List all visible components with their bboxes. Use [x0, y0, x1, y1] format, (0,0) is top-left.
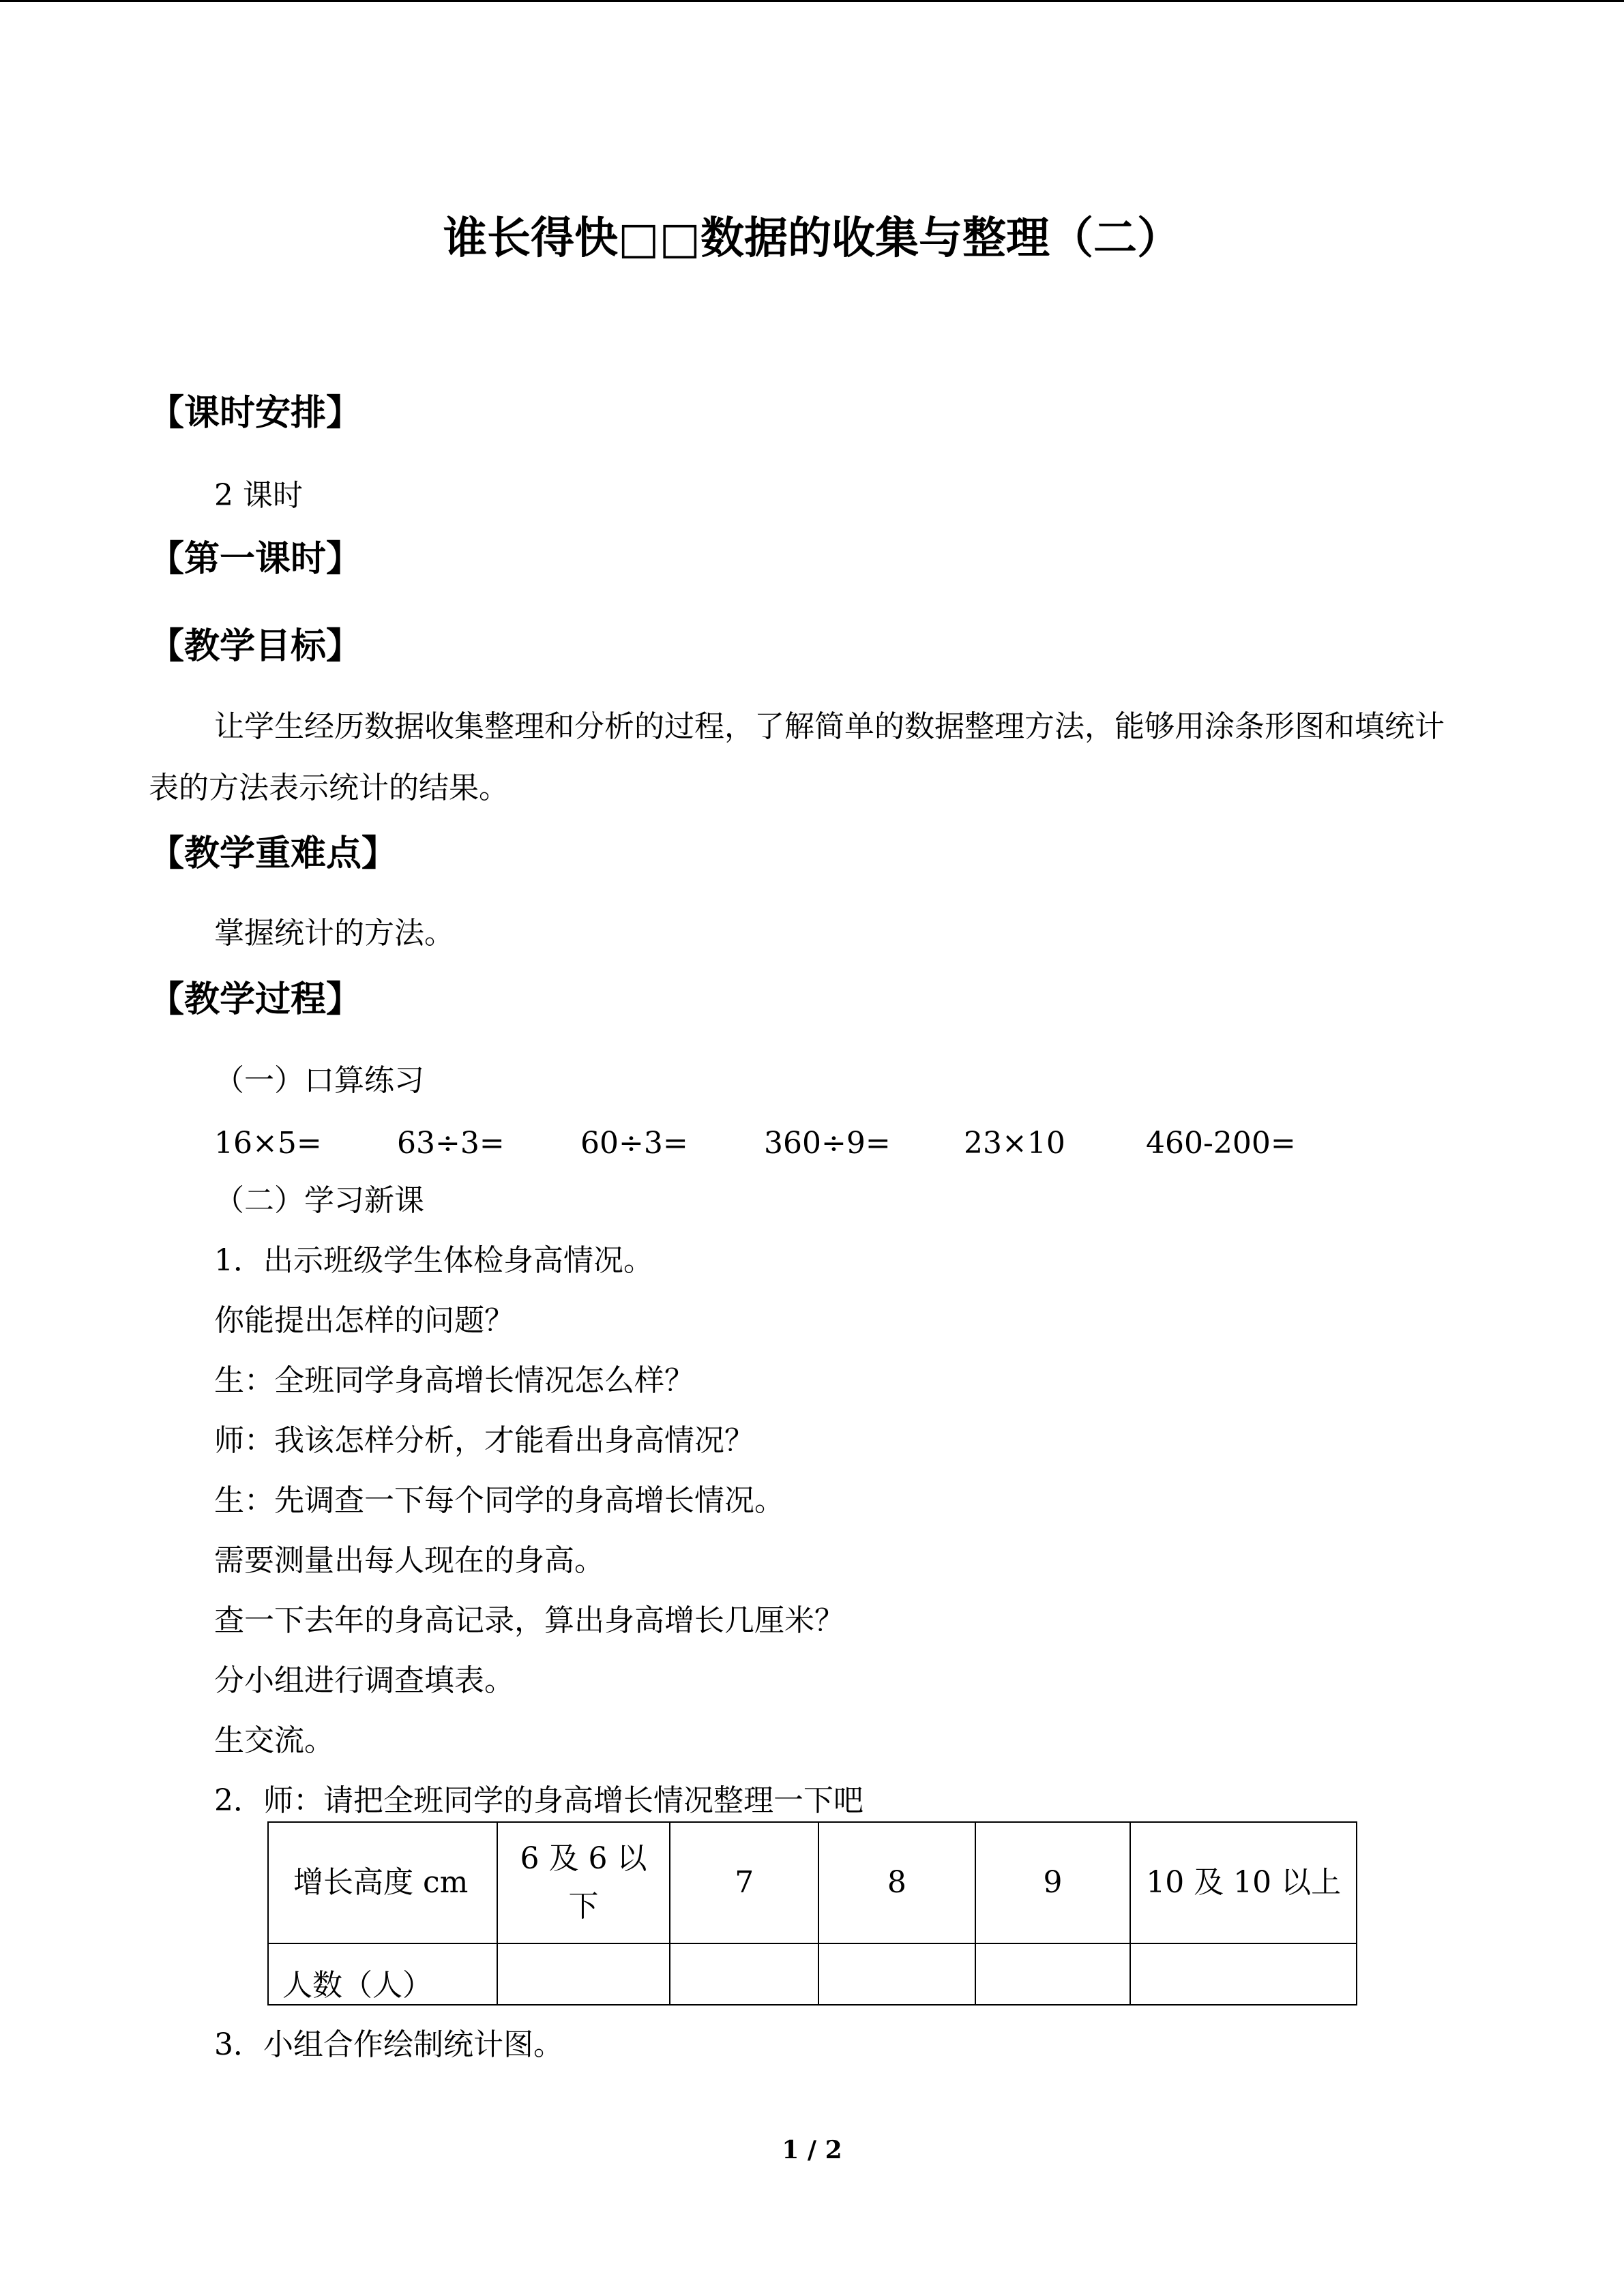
height-growth-table [267, 1821, 1357, 2006]
table-empty-cell [497, 1943, 670, 2005]
table-header-cell [497, 1822, 670, 1943]
key-points-text: 掌握统计的方法。 [214, 916, 454, 951]
document-title: 谁长得快□□数据的收集与整理（二） [443, 213, 1181, 264]
calc-item: 16×5= [214, 1126, 322, 1161]
first-lesson-heading: 【第一课时】 [149, 538, 362, 580]
table-empty-cell [818, 1943, 975, 2005]
table-header-cell: 7 [670, 1822, 818, 1943]
schedule-heading: 【课时安排】 [149, 392, 362, 434]
page-number: 1 / 2 [782, 2136, 842, 2164]
process-line: 生：先调查一下每个同学的身高增长情况。 [214, 1483, 784, 1518]
process-line: 生交流。 [214, 1723, 334, 1758]
process-line: 生：全班同学身高增长情况怎么样？ [214, 1363, 694, 1398]
part1-label: （一）口算练习 [214, 1063, 424, 1098]
part2-label: （二）学习新课 [214, 1183, 424, 1218]
process-line: 2．师：请把全班同学的身高增长情况整理一下吧 [214, 1783, 863, 1818]
process-line: 需要测量出每人现在的身高。 [214, 1543, 604, 1578]
calc-item: 23×10 [964, 1126, 1065, 1161]
process-line: 你能提出怎样的问题？ [214, 1303, 514, 1338]
table-row [268, 1822, 1357, 1943]
schedule-value: 2 课时 [214, 478, 303, 513]
growth-height-label: 增长高度 cm [268, 1822, 497, 1943]
after-table-line: 3．小组合作绘制统计图。 [214, 2027, 563, 2062]
calc-item: 63÷3= [397, 1126, 505, 1161]
table-header-line: 6 及 6 以 [520, 1841, 647, 1876]
calc-item: 460-200= [1146, 1126, 1296, 1161]
table-empty-cell [975, 1943, 1131, 2005]
goals-heading: 【教学目标】 [149, 625, 362, 667]
calc-item: 60÷3= [580, 1126, 688, 1161]
people-count-label: 人数（人） [268, 1943, 497, 2005]
process-line: 查一下去年的身高记录，算出身高增长几厘米？ [214, 1603, 844, 1638]
process-line: 师：我该怎样分析，才能看出身高情况？ [214, 1423, 754, 1458]
process-line: 1．出示班级学生体检身高情况。 [214, 1243, 653, 1278]
process-line: 分小组进行调查填表。 [214, 1663, 514, 1698]
key-points-heading: 【教学重难点】 [149, 833, 398, 874]
table-row [268, 1943, 1357, 2005]
table-header-cell: 10 及 10 以上 [1130, 1822, 1357, 1943]
calc-item: 360÷9= [764, 1126, 891, 1161]
table-header-cell: 9 [975, 1822, 1131, 1943]
page-top-border [0, 0, 1624, 2]
goals-text: 让学生经历数据收集整理和分析的过程，了解简单的数据整理方法，能够用涂条形图和填统计表的方法表示统计的结果。 [149, 709, 1445, 805]
table-header-cell: 8 [818, 1822, 975, 1943]
table-empty-cell [670, 1943, 818, 2005]
table-empty-cell [1130, 1943, 1357, 2005]
process-heading: 【教学过程】 [149, 979, 362, 1020]
table-header-line: 下 [568, 1889, 599, 1924]
